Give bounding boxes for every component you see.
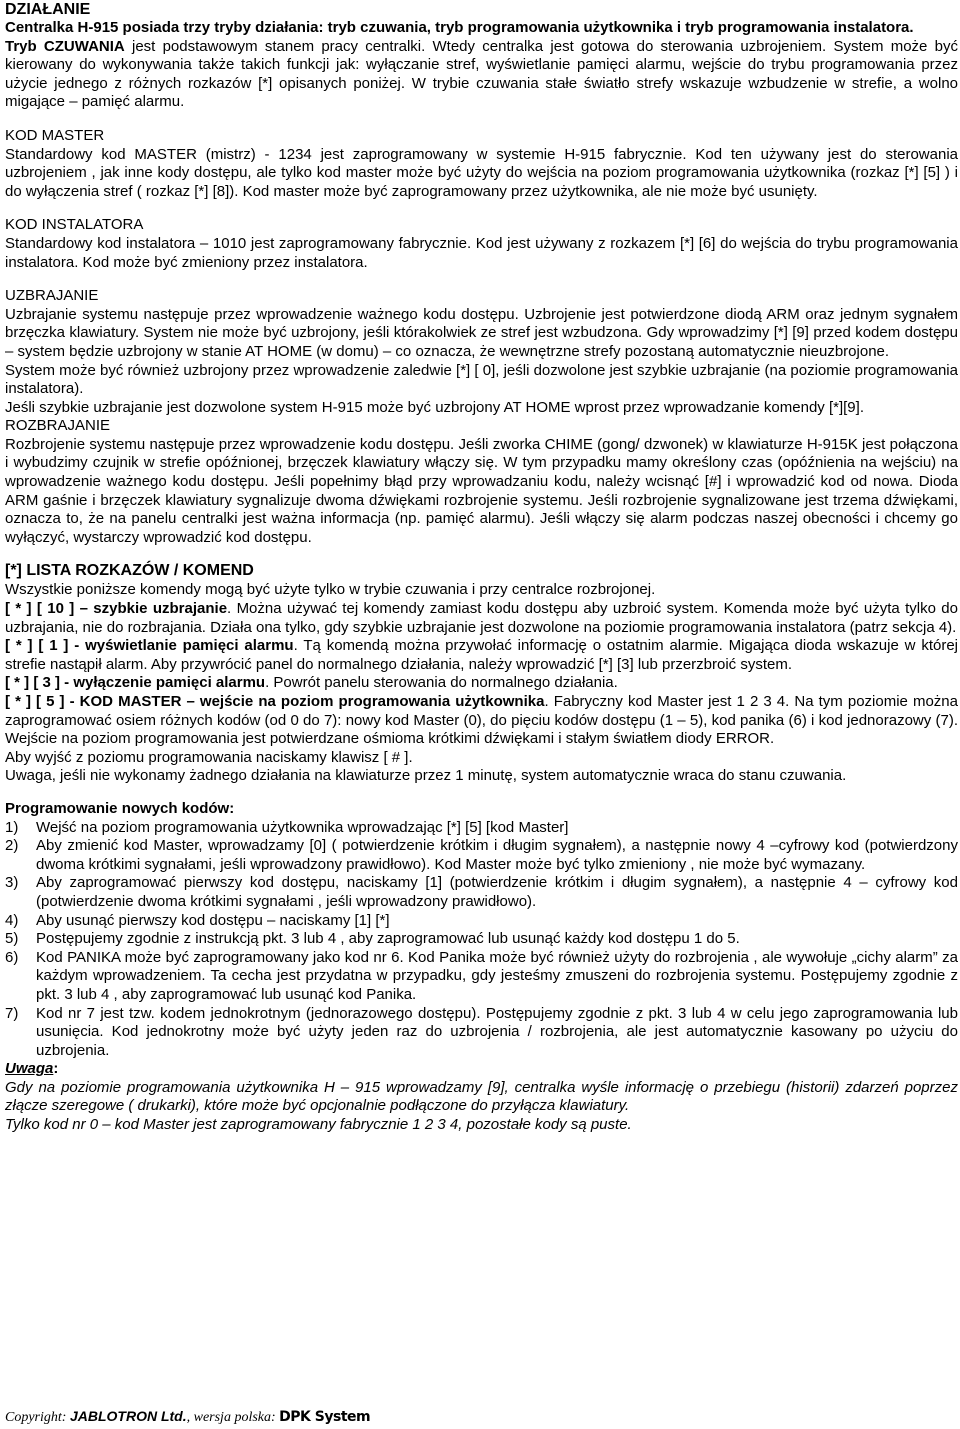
programming-step [5,1005,958,1061]
document-page [5,0,958,1135]
command-clear-memory [5,674,958,693]
command-clear-memory-label: [ * ] [ 3 ] - wyłączenie pamięci alarmu [5,674,266,692]
programming-steps [5,819,958,1061]
arming-title: UZBRAJANIE [5,287,99,305]
installer-title: KOD INSTALATORA [5,216,144,234]
note-paragraph-2: Tylko kod nr 0 – kod Master jest zaprogramowany fabrycznie 1 2 3 4, pozostałe kody są puste. [5,1116,632,1134]
commands-title: [*] LISTA ROZKAZÓW / KOMEND [5,562,254,580]
step-number: 5) [5,930,19,948]
disarming-title: ROZBRAJANIE [5,417,111,435]
commands-warning: Uwaga, jeśli nie wykonamy żadnego działania na klawiaturze przez 1 minutę, system automatycznie wraca do stanu czuwania. [5,767,847,785]
command-clear-memory-text: . Powrót panelu sterowania do normalnego działania. [265,674,618,692]
command-quick-arm [5,600,958,637]
commands-intro: Wszystkie poniższe komendy mogą być użyte tylko w trybie czuwania i przy centralce rozbrojonej. [5,581,656,599]
step-number: 6) [5,948,19,966]
footer-version: , wersja polska: [186,1410,280,1425]
step-number: 2) [5,837,19,855]
master-paragraph: Standardowy kod MASTER (mistrz) - 1234 jest zaprogramowany w systemie H-915 fabrycznie. Kod ten używany jest do sterowania uzbrojeniem , jak inne kody dostępu, ale tylko kod master może być użyty do wejścia na poziom programowania użytkownika (rozkaz [*] [5] ) i do wyłączenia stref ( rozkaz [*] [8]). Kod master może być zaprogramowany przez użytkownika, ale nie może być usunięty. [5,145,958,200]
programming-step [5,837,958,874]
standby-text: jest podstawowym stanem pracy centralki. Wtedy centralka jest gotowa do sterowania uzbrojeniem. System może być kierowany do wykonywania także takich funkcji jak: wyłączanie stref, wyświetlanie pamięci alarmu, wejście do trybu programowania przez użycie jednego z różnych rozkazów [*] opisanych poniżej. W trybie czuwania stałe światło strefy wskazuje wzbudzenie w strefie, a wolno migające – pamięć alarmu. [5,37,958,111]
standby-paragraph [5,38,958,112]
command-master [5,693,958,749]
step-text: Postępujemy zgodnie z instrukcją pkt. 3 lub 4 , aby zaprogramować lub usunąć każdy kod dostępu 1 do 5. [36,930,740,948]
step-text: Aby zmienić kod Master, wprowadzamy [0] ( potwierdzenie krótkim i długim sygnałem), a następnie nowy 4 –cyfrowy kod (potwierdzony dwoma krótkimi sygnałami, jeśli wprowadzony prawidłowo). Kod Master może być tylko zmieniony , nie może być wymazany. [36,837,958,873]
arming-paragraph-3: Jeśli szybkie uzbrajanie jest dozwolone system H-915 może być uzbrojony AT HOME wprost przez wprowadzanie komendy [*][9]. [5,398,864,416]
command-quick-arm-label: [ * ] [ 10 ] – szybkie uzbrajanie [5,600,228,618]
footer-company: JABLOTRON Ltd. [69,1408,187,1424]
step-text: Wejść na poziom programowania użytkownika wprowadzając [*] [5] [kod Master] [36,818,569,836]
command-alarm-memory [5,637,958,674]
step-number: 4) [5,911,19,929]
note-heading [5,1060,958,1079]
command-quick-arm-text: . Można używać tej komendy zamiast kodu dostępu aby uzbroić system. Komenda może być użyta tylko do uzbrajania, nie do rozbrajania. Działa ona tylko, gdy szybkie uzbrajanie jest dozwolone na poziomie programowania instalatora (patrz sekcja 4). [5,600,958,636]
programming-step [5,819,958,838]
programming-step [5,930,958,949]
page-footer [5,1407,370,1427]
step-number: 7) [5,1004,19,1022]
footer-copyright: Copyright: [5,1410,70,1425]
step-text: Aby zaprogramować pierwszy kod dostępu, naciskamy [1] (potwierdzenie krótkim i długim sygnałem), a następnie 4 – cyfrowy kod (potwierdzenie dwoma krótkimi sygnałami , jeśli wprowadzony prawidłowo). [36,874,958,910]
standby-lead: Tryb CZUWANIA [5,37,125,55]
page-heading: DZIAŁANIE [5,1,91,18]
programming-step [5,874,958,911]
programming-title [5,800,958,819]
footer-dpk-logo: DPK System [279,1409,371,1425]
intro-paragraph: Centralka H-915 posiada trzy tryby działania: tryb czuwania, tryb programowania użytkownika i tryb programowania instalatora. [5,19,914,36]
disarming-paragraph: Rozbrojenie systemu następuje przez wprowadzenie kodu dostępu. Jeśli zworka CHIME (gong/ dzwonek) w klawiaturze H-915K jest połączona i wybudzimy czujnik w strefie opóźnionej, brzęczek klawiatury włączy się. W tym przypadku mamy określony czas (opóźnienia na wejściu) na wprowadzenie ważnego kodu dostępu. Jeśli popełnimy błąd przy wprowadzaniu kodu, należy wcisnąć [#] i wprowadzić kod od nowa. Dioda ARM gaśnie i brzęczek klawiatury sygnalizuje dwoma dźwiękami rozbrojenie systemu. Jeśli rozbrojenie sygnalizowane jest trzema dźwiękami, oznacza to, że na panelu centralki jest ważna informacja (np. pamięć alarmu). Jeśli włączy się alarm podczas naszej obecności i chcemy go wyłączyć, wystarczy wprowadzić kod dostępu. [5,435,958,546]
command-alarm-memory-label: [ * ] [ 1 ] - wyświetlanie pamięci alarmu [5,637,294,655]
note-title: Uwaga [5,1060,54,1078]
step-text: Kod nr 7 jest tzw. kodem jednokrotnym (jednorazowego dostępu). Postępujemy zgodnie z pkt. 3 lub 4 w celu jego zaprogramowania lub usunięcia. Kod jednokrotny może być użyty jeden raz do uzbrojenia / rozbrojenia, ale jest automatycznie kasowany po użyciu do uzbrojenia. [36,1004,958,1059]
step-number: 3) [5,874,19,892]
master-title: KOD MASTER [5,126,105,144]
arming-paragraph-1: Uzbrajanie systemu następuje przez wprowadzenie ważnego kodu dostępu. Uzbrojenie jest potwierdzone diodą ARM oraz jednym sygnałem brzęczka klawiatury. System nie może być uzbrojony, jeśli którakolwiek ze stref jest wzbudzona. Gdy wprowadzimy [*] [9] przed kodem dostępu – system będzie uzbrojony w stanie AT HOME (w domu) – co oznacza, że wewnętrzne strefy pozostaną automatycznie nieuzbrojone. [5,305,958,360]
command-master-text: . Fabryczny kod Master jest 1 2 3 4. Na tym poziomie można zaprogramować osiem różnych kodów (od 0 do 7): nowy kod Master (0), do pięciu kodów dostępu (1 – 5), kod panika (6) i kod jednorazowy (7). Wejście na poziom programowania jest potwierdzane ośmioma krótkimi dźwiękami i stałym światłem diody ERROR. [5,693,958,748]
commands-exit: Aby wyjść z poziomu programowania naciskamy klawisz [ # ]. [5,748,413,766]
step-text: Aby usunąć pierwszy kod dostępu – naciskamy [1] [*] [36,911,390,929]
installer-paragraph: Standardowy kod instalatora – 1010 jest zaprogramowany fabrycznie. Kod jest używany z rozkazem [*] [6] do wejścia do trybu programowania instalatora. Kod może być zmieniony przez instalatora. [5,234,958,271]
command-master-label: [ * ] [ 5 ] - KOD MASTER – wejście na poziom programowania użytkownika [5,693,545,710]
note-colon: : [53,1060,59,1078]
step-text: Kod PANIKA może być zaprogramowany jako kod nr 6. Kod Panika może być również użyty do rozbrojenia , ale wywołuje „cichy alarm” za każdym wprowadzeniem. Ta cecha jest przydatna w przypadku, gdy jesteśmy zmuszeni do rozbrojenia systemu. Postępujemy zgodnie z pkt. 3 lub 4 , aby zaprogramować lub usunąć kod Panika. [36,948,958,1003]
command-alarm-memory-text: . Tą komendą można przywołać informację o ostatnim alarmie. Migająca dioda wskazuje w której strefie nastąpił alarm. Aby przywrócić panel do normalnego działania, należy wprowadzić [*] [3] lub przerzbroić system. [5,637,958,673]
arming-paragraph-2: System może być również uzbrojony przez wprowadzenie zaledwie [*] [ 0], jeśli dozwolone jest szybkie uzbrajanie (na poziomie programowania instalatora). [5,361,958,398]
note-paragraph-1: Gdy na poziomie programowania użytkownika H – 915 wprowadzamy [9], centralka wyśle informację o przebiegu (historii) zdarzeń poprzez złącze szeregowe ( drukarki), które może być opcjonalnie podłączone do przyłącza klawiatury. [5,1078,958,1115]
step-number: 1) [5,818,19,836]
programming-step [5,949,958,1005]
programming-step [5,912,958,931]
programming-title-text: Programowanie nowych kodów: [5,799,235,817]
